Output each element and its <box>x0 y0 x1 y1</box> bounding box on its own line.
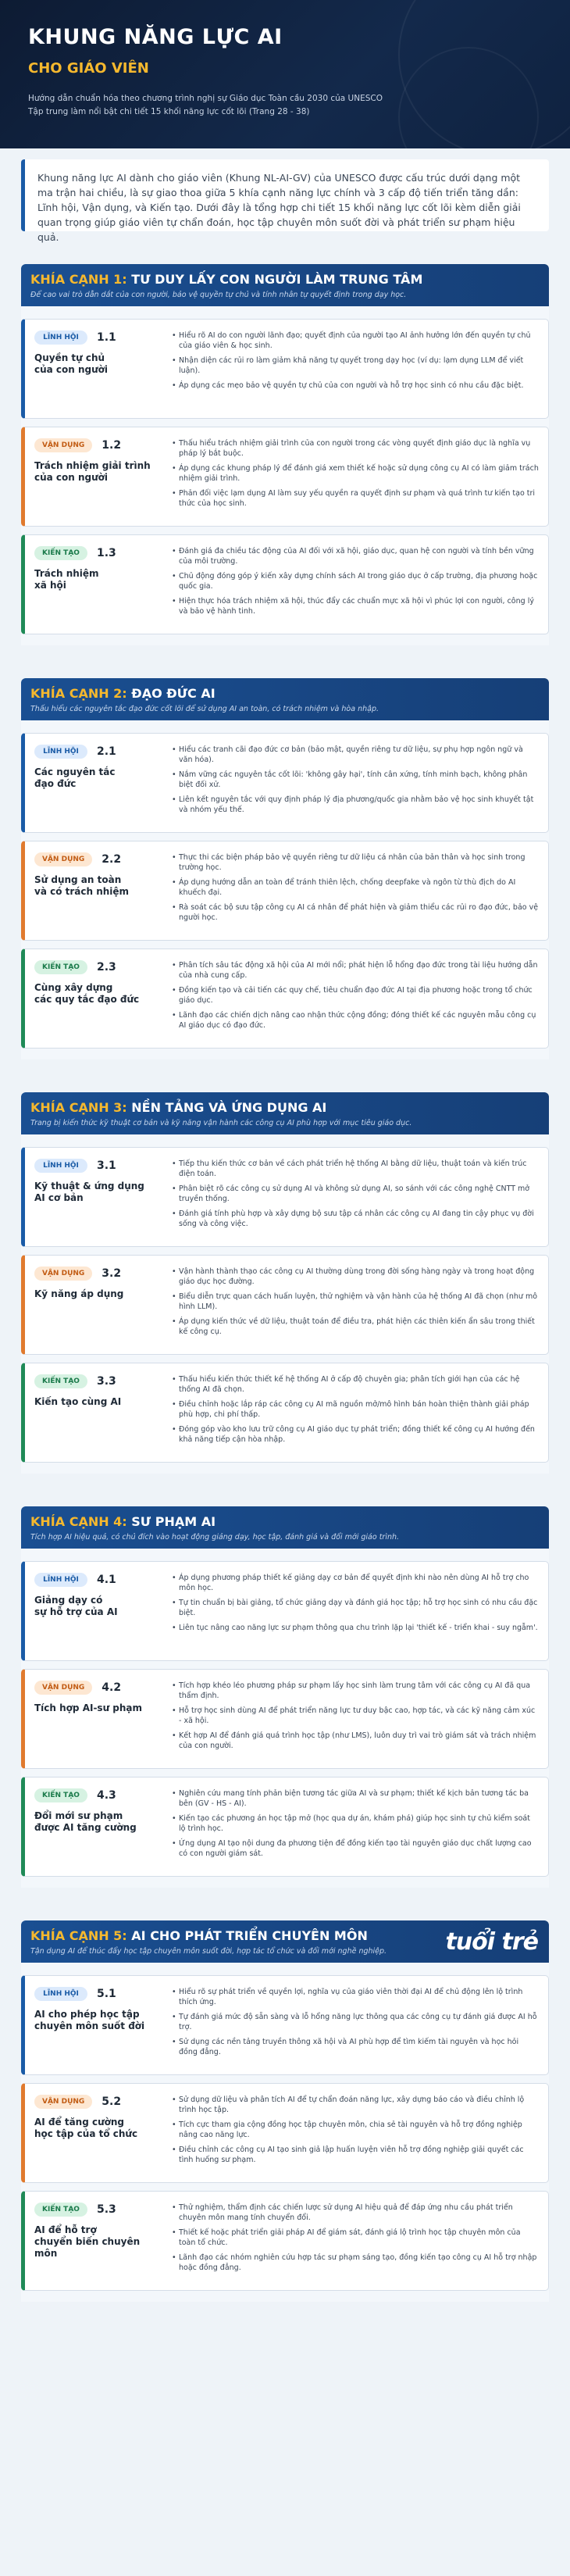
competency-point: • Sử dụng dữ liệu và phân tích AI để tự chẩn đoán năng lực, xây dựng báo cáo và điều chỉnh lộ trình học tập. <box>172 2095 539 2115</box>
competency-title <box>34 874 161 898</box>
competency-title <box>34 766 161 790</box>
competency-point: • Áp dụng các mẹo bảo vệ quyền tự chủ của con người và hỗ trợ học sinh có nhu cầu đặc biệt. <box>172 381 539 391</box>
competency-card <box>21 534 549 634</box>
competency-point: • Thử nghiệm, thẩm định các chiến lược sử dụng AI hiệu quả để đáp ứng nhu cầu phát triển chuyên môn mang tính chuyển đổi. <box>172 2203 539 2223</box>
point-list <box>172 960 539 1031</box>
section-header <box>21 1920 549 1963</box>
competency-title-line: Kỹ năng áp dụng <box>34 1288 124 1299</box>
competency-point: • Lãnh đạo các chiến dịch nâng cao nhận thức cộng đồng; đóng thiết kế các nguyên mẫu công cụ AI giáo dục có đạo đức. <box>172 1010 539 1031</box>
competency-card <box>21 1363 549 1463</box>
section-name: ĐẠO ĐỨC AI <box>131 686 216 701</box>
point-list <box>172 1788 539 1859</box>
competency-point: • Nhận diện các rủi ro làm giảm khả năng tự quyết trong dạy học (ví dụ: lạm dụng LLM để viết luận). <box>172 355 539 376</box>
competency-meta <box>34 1573 161 1651</box>
competency-code: 3.3 <box>97 1375 116 1388</box>
competency-code: 2.1 <box>97 745 116 758</box>
competency-title-line: học tập của tổ chức <box>34 2128 138 2139</box>
competency-meta <box>34 960 161 1038</box>
competency-meta <box>34 852 161 931</box>
competency-title-line: Tích hợp AI-sư phạm <box>34 1702 143 1713</box>
competency-title <box>34 1702 161 1714</box>
competency-meta <box>34 1788 161 1867</box>
competency-meta <box>34 1681 161 1759</box>
level-badge: VẬN DỤNG <box>34 2095 92 2109</box>
competency-point: • Điều chỉnh hoặc lắp ráp các công cụ AI mã nguồn mở/mô hình bán hoàn thiện thành giải pháp phù hợp, chi phí thấp. <box>172 1399 539 1420</box>
dimension-section <box>21 264 549 645</box>
competency-point: • Tích cực tham gia cộng đồng học tập chuyên môn, chia sẻ tài nguyên và hỗ trợ đồng nghiệp nâng cao năng lực. <box>172 2120 539 2140</box>
competency-point: • Rà soát các bộ sưu tập công cụ AI cá nhân để phát hiện và giảm thiểu các rủi ro đạo đức, bảo vệ người học. <box>172 902 539 923</box>
competency-title-line: Cùng xây dựng <box>34 982 113 993</box>
competency-meta <box>34 1987 161 2065</box>
competency-details <box>161 330 539 409</box>
competency-point: • Tự tin chuẩn bị bài giảng, tổ chức giảng dạy và đánh giá học tập; hỗ trợ học sinh có nhu cầu đặc biệt. <box>172 1598 539 1618</box>
level-badge: KIẾN TẠO <box>34 2203 87 2217</box>
competency-meta <box>34 745 161 823</box>
competency-details <box>161 438 539 516</box>
section-body <box>21 306 549 645</box>
competency-point: • Thiết kế hoặc phát triển giải pháp AI để giám sát, đánh giá lộ trình học tập chuyên môn của toàn tổ chức. <box>172 2228 539 2248</box>
point-list <box>172 1159 539 1229</box>
dimension-section <box>21 1092 549 1474</box>
competency-point: • Hiểu các tranh cãi đạo đức cơ bản (bảo mật, quyền riêng tư dữ liệu, sự phụ hợp ngôn ngữ và văn hóa). <box>172 745 539 765</box>
header-desc-line: Hướng dẫn chuẩn hóa theo chương trình nghị sự Giáo dục Toàn cầu 2030 của UNESCO <box>28 94 383 103</box>
competency-title-line: AI để hỗ trợ <box>34 2224 97 2235</box>
competency-point: • Thấu hiểu trách nhiệm giải trình của con người trong các vòng quyết định giáo dục là nghĩa vụ pháp lý bắt buộc. <box>172 438 539 459</box>
competency-meta <box>34 2095 161 2173</box>
section-body <box>21 1549 549 1888</box>
section-header <box>21 1506 549 1549</box>
point-list <box>172 546 539 616</box>
competency-details <box>161 852 539 931</box>
competency-code: 4.3 <box>97 1789 116 1802</box>
section-header <box>21 264 549 306</box>
point-list <box>172 330 539 391</box>
competency-title-line: Trách nhiệm <box>34 568 99 579</box>
competency-title-line: và có trách nhiệm <box>34 886 130 897</box>
section-subtitle: Thấu hiểu các nguyên tắc đạo đức cốt lõi để sử dụng AI an toàn, có trách nhiệm và hòa nhập. <box>30 705 379 713</box>
competency-title-line: sự hỗ trợ của AI <box>34 1606 118 1617</box>
competency-code: 4.2 <box>102 1681 122 1694</box>
level-badge: VẬN DỤNG <box>34 1681 92 1695</box>
competency-code: 3.1 <box>97 1159 116 1172</box>
competency-card <box>21 1777 549 1877</box>
competency-point: • Áp dụng phương pháp thiết kế giảng dạy cơ bản để quyết định khi nào nên dùng AI hỗ trợ cho môn học. <box>172 1573 539 1593</box>
level-badge: LĨNH HỘI <box>34 1987 87 2001</box>
section-title <box>30 1100 540 1116</box>
competency-title-line: đạo đức <box>34 778 77 789</box>
section-body <box>21 720 549 1059</box>
level-badge: LĨNH HỘI <box>34 1573 87 1587</box>
competency-meta <box>34 546 161 624</box>
point-list <box>172 852 539 923</box>
competency-code: 5.3 <box>97 2203 116 2216</box>
competency-title <box>34 1396 161 1408</box>
point-list <box>172 1374 539 1445</box>
point-list <box>172 438 539 509</box>
section-header <box>21 1092 549 1134</box>
competency-point: • Liên tục nâng cao năng lực sư phạm thông qua chu trình lặp lại 'thiết kế - triển khai - suy ngẫm'. <box>172 1623 539 1633</box>
competency-title-line: AI cơ bản <box>34 1192 84 1203</box>
competency-title <box>34 460 161 484</box>
competency-point: • Tự đánh giá mức độ sẵn sàng và lỗ hổng năng lực thông qua các công cụ tự đánh giá được AI hỗ trợ. <box>172 2012 539 2032</box>
competency-title <box>34 2117 161 2140</box>
competency-details <box>161 2095 539 2173</box>
competency-meta <box>34 330 161 409</box>
competency-point: • Nghiên cứu mang tính phản biện tương tác giữa AI và sư phạm; thiết kế kịch bản tương tác ba bên (GV - HS - AI). <box>172 1788 539 1809</box>
competency-title-line: chuyển biến chuyên môn <box>34 2236 141 2259</box>
competency-point: • Phản đối việc lạm dụng AI làm suy yếu quyền ra quyết định sư phạm và quá trình tư kiến tạo tri thức của học sinh. <box>172 488 539 509</box>
competency-meta <box>34 1159 161 1237</box>
section-body <box>21 1963 549 2302</box>
competency-details <box>161 1374 539 1452</box>
competency-code: 1.2 <box>102 439 122 452</box>
section-name: NỀN TẢNG VÀ ỨNG DỤNG AI <box>131 1100 327 1115</box>
level-badge: KIẾN TẠO <box>34 1788 87 1802</box>
competency-point: • Lãnh đạo các nhóm nghiên cứu hợp tác sư phạm sáng tạo, đồng kiến tạo công cụ AI hỗ trợ nhập hoặc đồng đẳng. <box>172 2253 539 2273</box>
level-badge: KIẾN TẠO <box>34 546 87 560</box>
page-title: KHUNG NĂNG LỰC AI <box>28 25 283 49</box>
competency-details <box>161 546 539 624</box>
level-badge: VẬN DỤNG <box>34 438 92 452</box>
competency-card <box>21 2083 549 2183</box>
competency-title-line: của con người <box>34 472 109 483</box>
competency-card <box>21 319 549 419</box>
level-badge: LĨNH HỘI <box>34 1159 87 1173</box>
section-subtitle: Để cao vai trò dẫn dắt của con người, bảo vệ quyền tự chủ và tính nhân tự quyết định trong dạy học. <box>30 291 407 299</box>
section-title <box>30 272 540 288</box>
competency-meta <box>34 438 161 516</box>
competency-title <box>34 568 161 591</box>
competency-card <box>21 1561 549 1661</box>
competency-point: • Hiểu rõ AI do con người lãnh đạo; quyết định của người tạo AI ảnh hưởng lớn đến quyền tự chủ của giáo viên & học sinh. <box>172 330 539 351</box>
competency-point: • Phân biệt rõ các công cụ sử dụng AI và không sử dụng AI, so sánh với các công nghệ CNTT mở truyền thống. <box>172 1184 539 1204</box>
competency-card <box>21 1669 549 1769</box>
competency-title-line: AI để tăng cường <box>34 2117 125 2128</box>
competency-point: • Áp dụng hướng dẫn an toàn để tránh thiên lệch, chống deepfake và ngôn từ thù địch do AI khuếch đại. <box>172 877 539 898</box>
dimension-section <box>21 1506 549 1888</box>
competency-point: • Sử dụng các nền tảng truyền thông xã hội và AI phù hợp để tìm kiếm tài nguyên và học hỏi đồng đẳng. <box>172 2037 539 2057</box>
competency-code: 5.2 <box>102 2095 122 2108</box>
point-list <box>172 2095 539 2165</box>
competency-point: • Đồng kiến tạo và cải tiến các quy chế, tiêu chuẩn đạo đức AI tại địa phương hoặc trong tổ chức giáo dục. <box>172 985 539 1006</box>
competency-point: • Hiểu rõ sự phát triển về quyền lợi, nghĩa vụ của giáo viên thời đại AI để chủ động lên lộ trình thích ứng. <box>172 1987 539 2007</box>
point-list <box>172 2203 539 2273</box>
page-subtitle: CHO GIÁO VIÊN <box>28 60 149 77</box>
section-name: TƯ DUY LẤY CON NGƯỜI LÀM TRUNG TÂM <box>131 272 423 287</box>
competency-point: • Vận hành thành thạo các công cụ AI thường dùng trong đời sống hàng ngày và trong hoạt động giáo dục học đường. <box>172 1267 539 1287</box>
competency-details <box>161 1681 539 1759</box>
level-badge: KIẾN TẠO <box>34 1374 87 1388</box>
section-label: KHÍA CẠNH 4: <box>30 1514 127 1529</box>
competency-point: • Hỗ trợ học sinh dùng AI để phát triển năng lực tư duy bậc cao, hợp tác, và các kỹ năng cảm xúc - xã hội. <box>172 1706 539 1726</box>
competency-title <box>34 352 161 376</box>
section-name: SƯ PHẠM AI <box>131 1514 216 1529</box>
competency-title-line: Kỹ thuật & ứng dụng <box>34 1181 144 1192</box>
competency-details <box>161 2203 539 2281</box>
competency-title <box>34 1181 161 1204</box>
competency-point: • Kiến tạo các phương án học tập mở (học qua dự án, khám phá) giúp học sinh tự chủ kiểm soát lộ trình học. <box>172 1813 539 1834</box>
section-body <box>21 1134 549 1474</box>
section-label: KHÍA CẠNH 1: <box>30 272 127 287</box>
competency-card <box>21 427 549 527</box>
competency-code: 2.2 <box>102 853 122 866</box>
point-list <box>172 1267 539 1337</box>
competency-title-line: Trách nhiệm giải trình <box>34 460 151 471</box>
competency-code: 3.2 <box>102 1267 122 1280</box>
competency-meta <box>34 1374 161 1452</box>
competency-title-line: chuyên môn suốt đời <box>34 2020 145 2031</box>
competency-point: • Tích hợp khéo léo phương pháp sư phạm lấy học sinh làm trung tâm với các công cụ AI đã qua thẩm định. <box>172 1681 539 1701</box>
competency-point: • Nắm vững các nguyên tắc cốt lõi: 'không gây hại', tính cân xứng, tính minh bạch, không phân biệt đối xử. <box>172 770 539 790</box>
competency-point: • Áp dụng kiến thức về dữ liệu, thuật toán để điều tra, phát hiện các thiên kiến ẩn sâu trong thiết kế công cụ. <box>172 1317 539 1337</box>
competency-point: • Tiếp thu kiến thức cơ bản về cách phát triển hệ thống AI bằng dữ liệu, thuật toán và kiến trúc điện toán. <box>172 1159 539 1179</box>
competency-title-line: Giảng dạy có <box>34 1595 103 1606</box>
competency-details <box>161 960 539 1038</box>
header-desc-line: Tập trung làm nổi bật chi tiết 15 khối năng lực cốt lõi (Trang 28 - 38) <box>28 107 310 116</box>
competency-point: • Phân tích sâu tác động xã hội của AI mới nổi; phát hiện lỗ hổng đạo đức trong tài liệu hướng dẫn của nhà cung cấp. <box>172 960 539 981</box>
competency-code: 5.1 <box>97 1988 116 2000</box>
competency-meta <box>34 2203 161 2281</box>
header-banner <box>0 0 570 148</box>
competency-point: • Điều chỉnh các công cụ AI tạo sinh giả lập huấn luyện viên hỗ trợ đồng nghiệp giải quyết các tình huống sư phạm. <box>172 2145 539 2165</box>
competency-title-line: Đổi mới sư phạm <box>34 1810 123 1821</box>
competency-code: 2.3 <box>97 961 116 974</box>
competency-title-line: AI cho phép học tập <box>34 2009 140 2020</box>
competency-title-line: được AI tăng cường <box>34 1822 137 1833</box>
point-list <box>172 1573 539 1633</box>
dimension-section <box>21 678 549 1059</box>
competency-details <box>161 1788 539 1867</box>
competency-point: • Biểu diễn trực quan cách huấn luyện, thử nghiệm và vận hành của hệ thống AI đã chọn (như mô hình LLM). <box>172 1292 539 1312</box>
competency-card <box>21 2191 549 2291</box>
point-list <box>172 1987 539 2057</box>
competency-point: • Kết hợp AI để đánh giá quá trình học tập (như LMS), luôn duy trì vai trò giám sát và trách nhiệm của con người. <box>172 1731 539 1751</box>
competency-card <box>21 949 549 1049</box>
competency-point: • Áp dụng các khung pháp lý để đánh giá xem thiết kế hoặc sử dụng công cụ AI có làm giảm trách nhiệm giải trình. <box>172 463 539 484</box>
level-badge: VẬN DỤNG <box>34 852 92 866</box>
competency-point: • Thực thi các biện pháp bảo vệ quyền riêng tư dữ liệu cá nhân của bản thân và học sinh trong trường học. <box>172 852 539 873</box>
section-title <box>30 1514 540 1530</box>
point-list <box>172 1681 539 1751</box>
intro-box: Khung năng lực AI dành cho giáo viên (Khung NL-AI-GV) của UNESCO được cấu trúc dưới dạng một ma trận hai chiều, là sự giao thoa giữa 5 khía cạnh năng lực chính và 3 cấp độ tiến triển tăng dần: Lĩnh hội, Vận dụng, và Kiến tạo. Dưới đây là tổng hợp chi tiết 15 khối năng lực cốt lõi kèm diễn giải quan trọng giúp giáo viên tự chẩn đoán, học tập chuyên môn suốt đời và phát triển sư phạm hiệu quả. <box>21 159 549 231</box>
dimension-section <box>21 1920 549 2302</box>
competency-title <box>34 1810 161 1834</box>
competency-card <box>21 841 549 941</box>
section-subtitle: Tích hợp AI hiệu quả, có chủ đích vào hoạt động giảng dạy, học tập, đánh giá và đổi mới giáo trình. <box>30 1533 400 1542</box>
competency-title <box>34 982 161 1006</box>
competency-title <box>34 2009 161 2032</box>
level-badge: VẬN DỤNG <box>34 1267 92 1281</box>
brand-logo: tuổi trẻ <box>445 1928 538 1956</box>
competency-details <box>161 1573 539 1651</box>
competency-card <box>21 1255 549 1355</box>
competency-title-line: Kiến tạo cùng AI <box>34 1396 122 1407</box>
competency-title-line: các quy tắc đạo đức <box>34 994 140 1005</box>
competency-card <box>21 733 549 833</box>
competency-details <box>161 745 539 823</box>
competency-point: • Chủ động đóng góp ý kiến xây dựng chính sách AI trong giáo dục ở cấp trường, địa phương hoặc quốc gia. <box>172 571 539 591</box>
competency-title <box>34 1288 161 1300</box>
competency-card <box>21 1975 549 2075</box>
section-label: KHÍA CẠNH 3: <box>30 1100 127 1115</box>
section-header <box>21 678 549 720</box>
competency-card <box>21 1147 549 1247</box>
competency-title-line: của con người <box>34 364 109 375</box>
competency-point: • Đóng góp vào kho lưu trữ công cụ AI giáo dục tự phát triển; đồng thiết kế công cụ AI hướng đến khả năng tiếp cận hòa nhập. <box>172 1424 539 1445</box>
competency-point: • Thấu hiểu kiến thức thiết kế hệ thống AI ở cấp độ chuyên gia; phân tích giới hạn của các hệ thống AI đã chọn. <box>172 1374 539 1395</box>
competency-code: 1.1 <box>97 331 116 344</box>
competency-code: 4.1 <box>97 1574 116 1586</box>
section-name: AI CHO PHÁT TRIỂN CHUYÊN MÔN <box>131 1928 368 1943</box>
section-subtitle: Tận dụng AI để thúc đẩy học tập chuyên môn suốt đời, hợp tác tổ chức và đổi mới nghề nghiệp. <box>30 1947 387 1956</box>
competency-details <box>161 1987 539 2065</box>
competency-details <box>161 1159 539 1237</box>
section-label: KHÍA CẠNH 5: <box>30 1928 127 1943</box>
section-label: KHÍA CẠNH 2: <box>30 686 127 701</box>
competency-title-line: Các nguyên tắc <box>34 766 116 777</box>
section-title <box>30 686 540 702</box>
competency-point: • Đánh giá tính phù hợp và xây dựng bộ sưu tập cá nhân các công cụ AI đang tin cậy phục vụ đời sống và công việc. <box>172 1209 539 1229</box>
level-badge: LĨNH HỘI <box>34 330 87 345</box>
competency-point: • Ứng dụng AI tạo nội dung đa phương tiện để đồng kiến tạo tài nguyên giáo dục chất lượng cao có con người giám sát. <box>172 1838 539 1859</box>
point-list <box>172 745 539 815</box>
competency-title-line: xã hội <box>34 580 66 591</box>
competency-point: • Hiện thực hóa trách nhiệm xã hội, thúc đẩy các chuẩn mực xã hội vì phúc lợi con người, công lý và bảo vệ hành tinh. <box>172 596 539 616</box>
level-badge: LĨNH HỘI <box>34 745 87 759</box>
competency-meta <box>34 1267 161 1345</box>
competency-code: 1.3 <box>97 547 116 559</box>
level-badge: KIẾN TẠO <box>34 960 87 974</box>
competency-title-line: Quyền tự chủ <box>34 352 105 363</box>
section-subtitle: Trang bị kiến thức kỹ thuật cơ bản và kỹ năng vận hành các công cụ AI phù hợp với mục tiêu giáo dục. <box>30 1119 412 1127</box>
competency-point: • Liên kết nguyên tắc với quy định pháp lý địa phương/quốc gia nhằm bảo vệ học sinh khuyết tật và nhóm yếu thế. <box>172 795 539 815</box>
competency-title <box>34 1595 161 1618</box>
competency-details <box>161 1267 539 1345</box>
competency-point: • Đánh giá đa chiều tác động của AI đối với xã hội, giáo dục, quan hệ con người và tính bền vững của môi trường. <box>172 546 539 566</box>
competency-title <box>34 2224 161 2260</box>
competency-title-line: Sử dụng an toàn <box>34 874 122 885</box>
